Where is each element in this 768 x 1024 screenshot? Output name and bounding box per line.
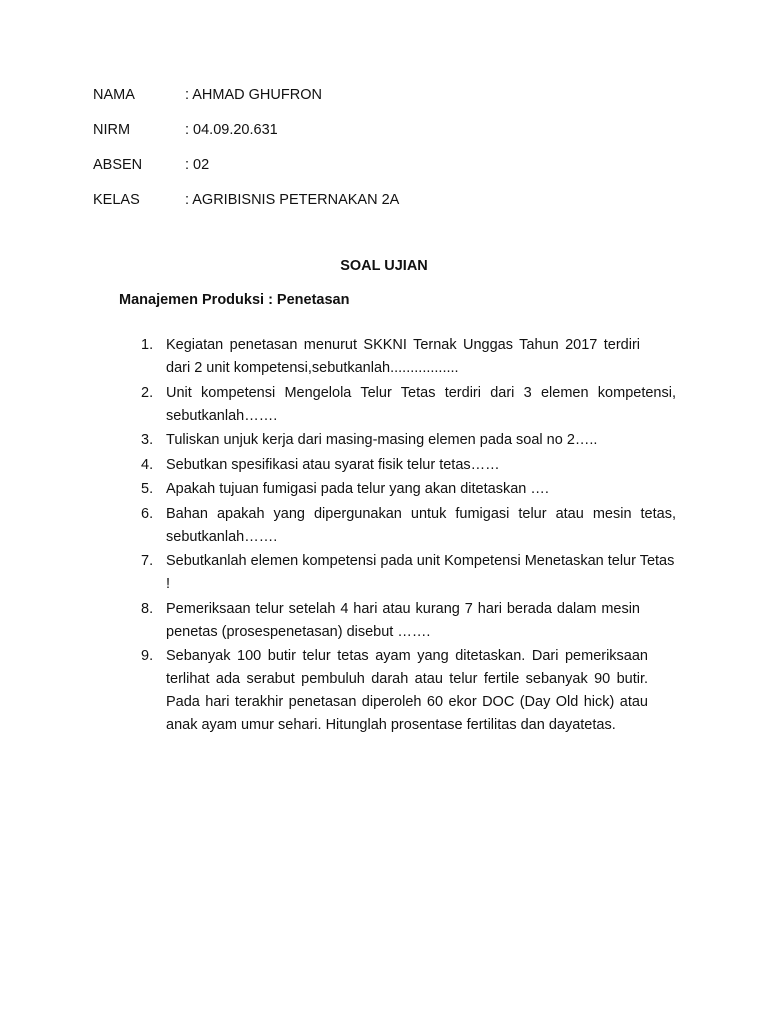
question-text: Unit kompetensi Mengelola Telur Tetas terdiri dari 3 elemen kompetensi, sebutkanlah……. — [166, 384, 676, 424]
identity-label: KELAS — [93, 192, 140, 208]
question-item — [141, 645, 676, 737]
identity-value: : 04.09.20.631 — [185, 122, 278, 138]
question-item — [141, 454, 676, 477]
question-item — [141, 334, 676, 380]
question-item — [141, 429, 676, 452]
question-text: Tuliskan unjuk kerja dari masing-masing elemen pada soal no 2….. — [166, 432, 598, 448]
question-text: Apakah tujuan fumigasi pada telur yang akan ditetaskan …. — [166, 481, 549, 497]
question-number: 5. — [141, 481, 154, 497]
identity-label: NAMA — [93, 87, 135, 103]
identity-value: : AHMAD GHUFRON — [185, 87, 322, 103]
question-text: Sebanyak 100 butir telur tetas ayam yang ditetaskan. Dari pemeriksaan terlihat ada serabut pembuluh darah atau telur fertile sebanyak 90 butir. Pada hari terakhir penetasan diperoleh 60 ekor DOC (Day Old hick) atau anak ayam umur sehari. Hitunglah prosentase fertilitas dan dayatetas. — [166, 648, 648, 733]
question-number: 1. — [141, 337, 154, 353]
question-item — [141, 503, 676, 549]
question-text: Sebutkanlah elemen kompetensi pada unit Kompetensi Menetaskan telur Tetas ! — [166, 553, 675, 592]
question-text: Pemeriksaan telur setelah 4 hari atau kurang 7 hari berada dalam mesin penetas (prosespenetasan) disebut ……. — [166, 600, 640, 640]
identity-value: : AGRIBISNIS PETERNAKAN 2A — [185, 192, 400, 208]
question-item — [141, 478, 676, 501]
document-title: SOAL UJIAN — [340, 258, 428, 274]
question-number: 7. — [141, 553, 154, 569]
question-number: 9. — [141, 648, 154, 664]
identity-value: : 02 — [185, 157, 210, 173]
question-number: 2. — [141, 384, 154, 401]
question-item — [141, 382, 676, 428]
question-text: Kegiatan penetasan menurut SKKNI Ternak Unggas Tahun 2017 terdiri dari 2 unit kompetensi,sebutkanlah................. — [166, 337, 640, 376]
question-number: 6. — [141, 505, 154, 522]
question-number: 8. — [141, 600, 154, 617]
identity-label: NIRM — [93, 122, 131, 138]
question-number: 4. — [141, 456, 154, 473]
question-item — [141, 550, 676, 596]
question-text: Sebutkan spesifikasi atau syarat fisik telur tetas…… — [166, 456, 500, 473]
question-list — [141, 334, 676, 739]
document-subtitle: Manajemen Produksi : Penetasan — [119, 292, 350, 308]
question-number: 3. — [141, 432, 154, 448]
question-item — [141, 598, 676, 644]
question-text: Bahan apakah yang dipergunakan untuk fumigasi telur atau mesin tetas, sebutkanlah……. — [166, 505, 676, 545]
identity-label: ABSEN — [93, 157, 143, 173]
